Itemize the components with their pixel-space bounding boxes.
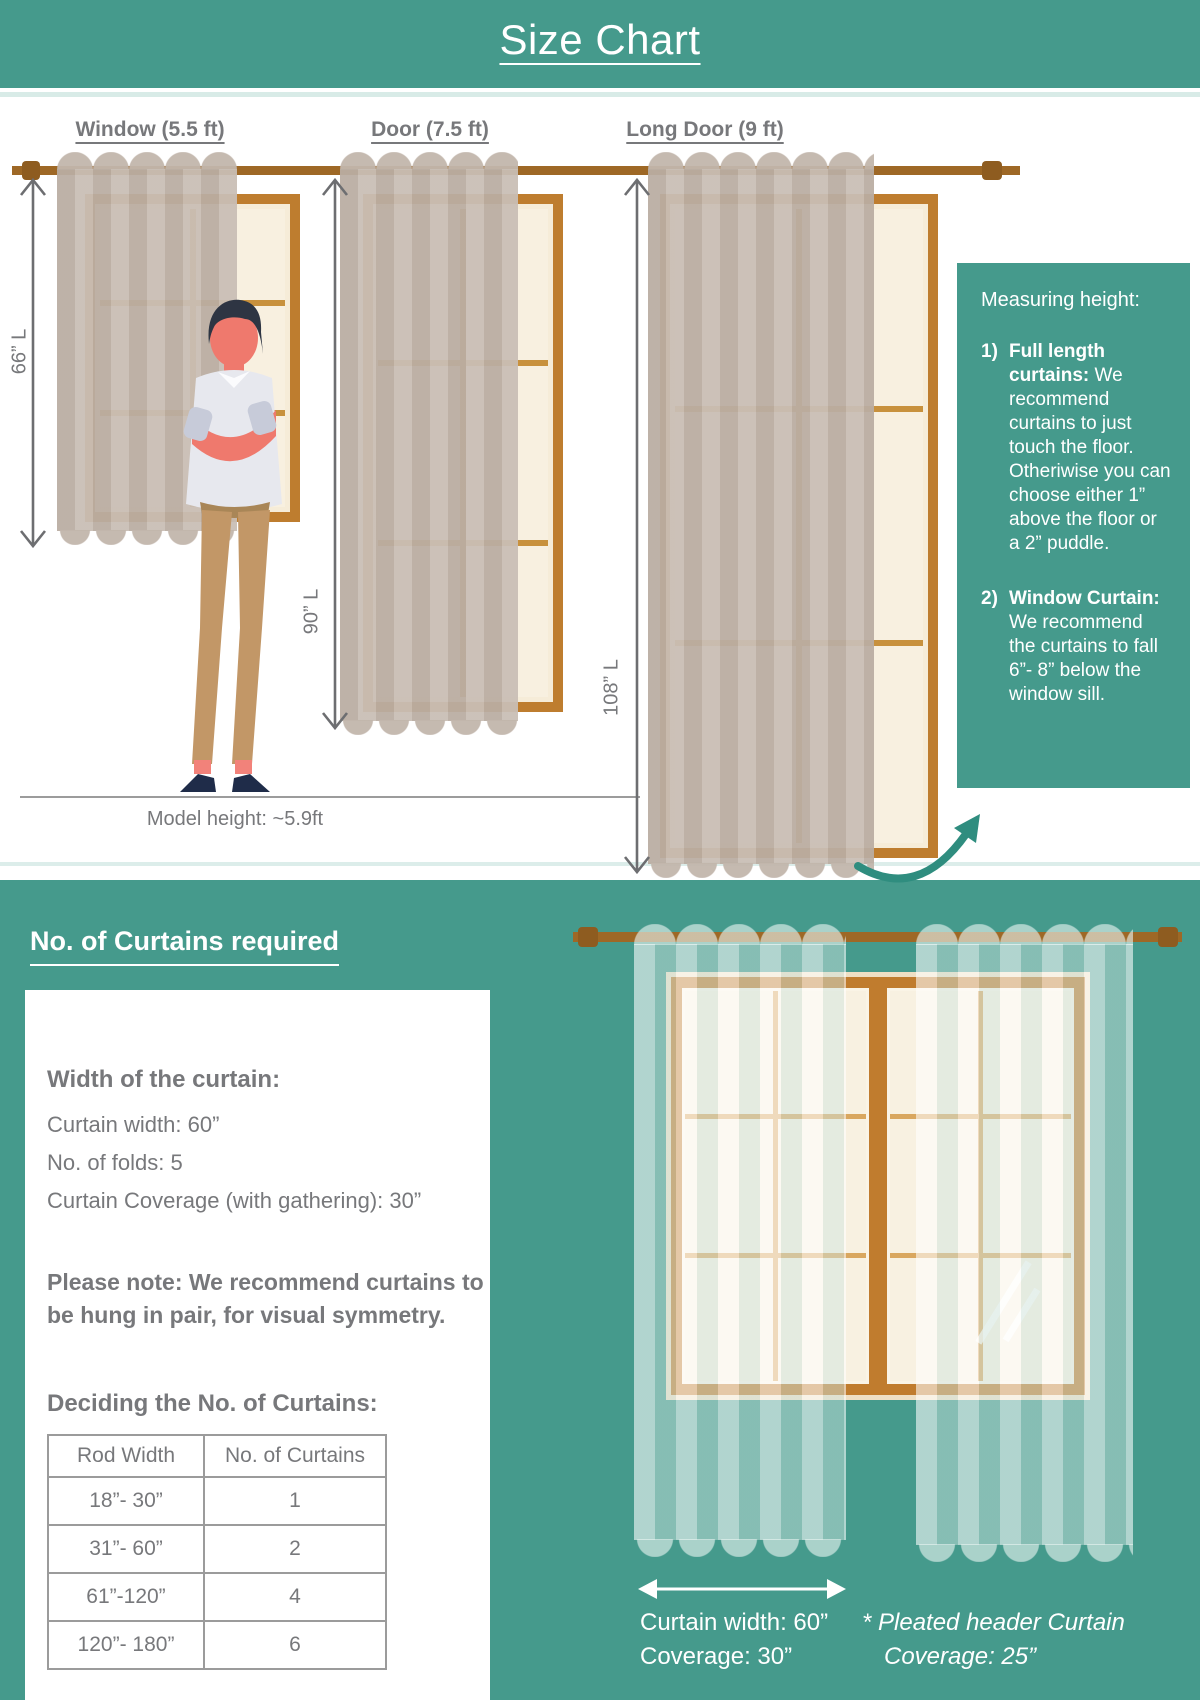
section-heading: No. of Curtains required bbox=[30, 926, 339, 966]
table-heading: Deciding the No. of Curtains: bbox=[47, 1390, 378, 1417]
curtain-width-card bbox=[25, 990, 490, 1700]
cell: 61”-120” bbox=[48, 1573, 204, 1621]
pleated-note-label: * Pleated header Curtain Coverage: 25” bbox=[862, 1609, 1125, 1670]
header-band bbox=[0, 0, 1200, 88]
length-label-108: 108” L bbox=[600, 659, 623, 716]
cell: 2 bbox=[204, 1525, 386, 1573]
section-divider-line bbox=[0, 862, 1200, 866]
long-door-curtain-108 bbox=[648, 152, 874, 878]
spec-coverage: Curtain Coverage (with gathering): 30” bbox=[47, 1188, 422, 1213]
table-row bbox=[48, 1477, 386, 1525]
measuring-height-info-box bbox=[957, 263, 1190, 788]
info-item-window-curtain: 2) Window Curtain: We recommend the curtains to fall 6”- 8” below the window sill. bbox=[981, 588, 1160, 706]
cell: 18”- 30” bbox=[48, 1477, 204, 1525]
table-row bbox=[48, 1525, 386, 1573]
floor-line bbox=[20, 796, 640, 798]
curved-arrow-icon bbox=[850, 806, 1000, 898]
model-person-illustration bbox=[148, 292, 313, 797]
cell: 6 bbox=[204, 1621, 386, 1669]
cell: 120”- 180” bbox=[48, 1621, 204, 1669]
sheer-curtain-right bbox=[916, 924, 1133, 1562]
spec-curtain-width: Curtain width: 60” bbox=[47, 1112, 220, 1137]
measure-arrow-108-icon bbox=[620, 176, 654, 876]
info-item-full-length: 1) Full length curtains: We recommend curtains to just touch the floor. Otheriwise you can choose either 1” above the floor or a 2” puddle. bbox=[981, 341, 1171, 554]
cell: 1 bbox=[204, 1477, 386, 1525]
door-size-label: Door (7.5 ft) bbox=[371, 118, 489, 141]
paired-rod-finial-left bbox=[578, 927, 598, 947]
length-label-90: 90” L bbox=[300, 588, 323, 635]
table-row bbox=[48, 1621, 386, 1669]
paired-rod-finial-right bbox=[1158, 927, 1178, 947]
rod-finial-right bbox=[982, 161, 1002, 180]
table-header-row bbox=[48, 1435, 386, 1477]
length-label-66: 66” L bbox=[8, 328, 31, 375]
cell: 31”- 60” bbox=[48, 1525, 204, 1573]
page-title: Size Chart bbox=[499, 16, 701, 63]
table-row bbox=[48, 1573, 386, 1621]
curtain-width-label: Curtain width: 60” Coverage: 30” bbox=[640, 1609, 829, 1670]
col-header-no-of-curtains: No. of Curtains bbox=[204, 1435, 386, 1477]
info-box-heading: Measuring height: bbox=[981, 289, 1140, 311]
width-measure-arrow-icon bbox=[636, 1576, 848, 1602]
spec-folds: No. of folds: 5 bbox=[47, 1150, 183, 1175]
width-heading: Width of the curtain: bbox=[47, 1066, 281, 1093]
pair-note: Please note: We recommend curtains to be hung in pair, for visual symmetry. bbox=[47, 1269, 484, 1328]
long-door-size-label: Long Door (9 ft) bbox=[626, 118, 784, 141]
door-curtain-90 bbox=[340, 152, 518, 735]
model-height-caption: Model height: ~5.9ft bbox=[146, 808, 324, 830]
divider-line bbox=[0, 92, 1200, 97]
curtain-count-table bbox=[47, 1434, 387, 1670]
cell: 4 bbox=[204, 1573, 386, 1621]
sheer-curtain-left bbox=[634, 924, 846, 1557]
col-header-rod-width: Rod Width bbox=[48, 1435, 204, 1477]
window-size-label: Window (5.5 ft) bbox=[75, 118, 225, 141]
